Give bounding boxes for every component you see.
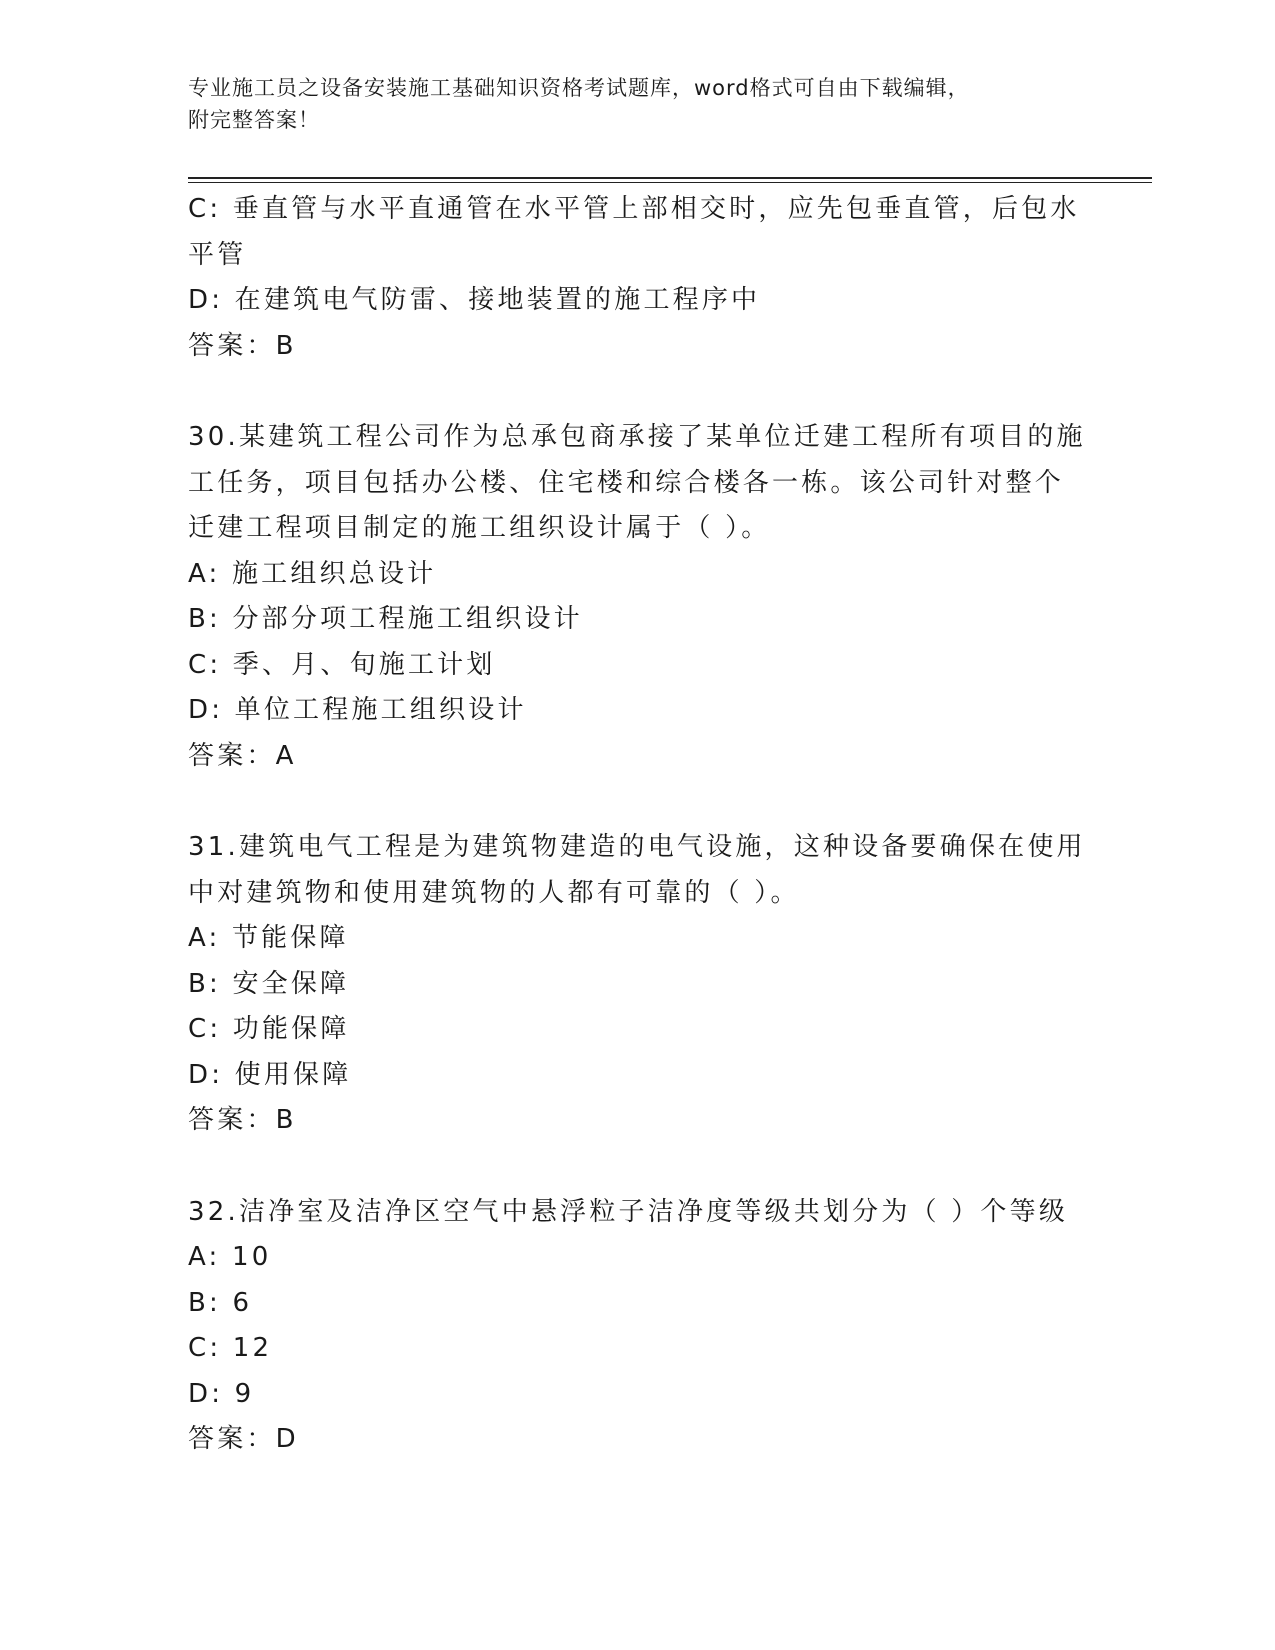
question-stem-line: 迁建工程项目制定的施工组织设计属于（ ）。 <box>188 513 771 543</box>
question-30 <box>188 415 1088 779</box>
question-32 <box>188 1190 1088 1463</box>
option-b: B: 安全保障 <box>188 968 350 999</box>
question-list <box>188 187 1088 1463</box>
spacer <box>188 1144 1088 1190</box>
document-header <box>188 72 1068 136</box>
question-stem-line: 32.洁净室及洁净区空气中悬浮粒子洁净度等级共划分为（ ）个等级 <box>188 1196 1069 1227</box>
header-rule-thick <box>188 177 1152 179</box>
option-d: D: 使用保障 <box>188 1059 352 1090</box>
option-b: B: 6 <box>188 1287 253 1318</box>
option-a: A: 节能保障 <box>188 923 349 953</box>
header-rule-thin <box>188 182 1152 183</box>
answer-line: 答案：A <box>188 740 297 771</box>
answer-line: 答案：D <box>188 1424 299 1454</box>
answer-line: 答案：B <box>188 1105 297 1135</box>
question-31 <box>188 825 1088 1144</box>
option-c: C: 功能保障 <box>188 1014 350 1044</box>
header-line-1: 专业施工员之设备安装施工基础知识资格考试题库，word格式可自由下载编辑， <box>188 76 970 100</box>
option-c: C: 12 <box>188 1333 273 1363</box>
option-line: C: 垂直管与水平直通管在水平管上部相交时，应先包垂直管，后包水 <box>188 194 1080 224</box>
question-stem-line: 工任务，项目包括办公楼、住宅楼和综合楼各一栋。该公司针对整个 <box>188 467 1065 498</box>
answer-line: 答案：B <box>188 330 297 361</box>
option-b: B: 分部分项工程施工组织设计 <box>188 604 583 634</box>
option-line: 平管 <box>188 239 247 270</box>
header-line-2: 附完整答案！ <box>188 108 320 132</box>
question-stem-line: 30.某建筑工程公司作为总承包商承接了某单位迁建工程所有项目的施 <box>188 422 1086 452</box>
spacer <box>188 369 1088 415</box>
question-stem-line: 中对建筑物和使用建筑物的人都有可靠的（ ）。 <box>188 877 800 908</box>
option-d: D: 9 <box>188 1378 255 1409</box>
option-c: C: 季、月、旬施工计划 <box>188 649 496 680</box>
question-29-continued <box>188 187 1088 369</box>
option-d: D: 单位工程施工组织设计 <box>188 695 527 725</box>
option-a: A: 施工组织总设计 <box>188 558 437 589</box>
question-stem-line: 31.建筑电气工程是为建筑物建造的电气设施，这种设备要确保在使用 <box>188 832 1086 862</box>
option-line: D: 在建筑电气防雷、接地装置的施工程序中 <box>188 285 761 315</box>
spacer <box>188 779 1088 825</box>
option-a: A: 10 <box>188 1242 272 1272</box>
